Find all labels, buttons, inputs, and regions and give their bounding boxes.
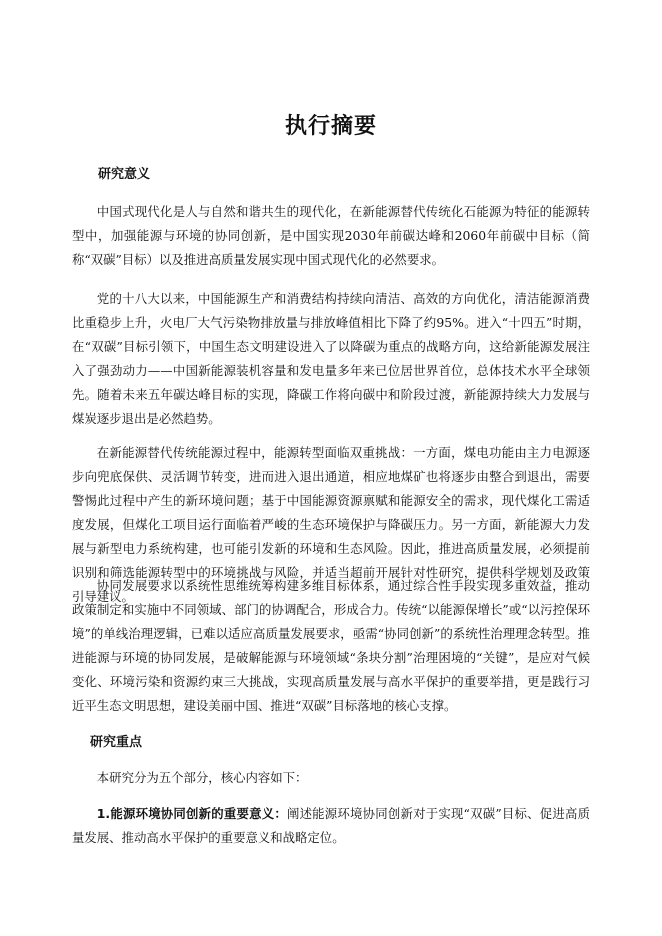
paragraph-2: 党的十八大以来，中国能源生产和消费结构持续向清洁、高效的方向优化，清洁能源消费比重稳步上升，火电厂大气污染物排放量与排放峰值相比下降了约95%。进入“十四五”时期，在“双碳”目标引领下，中国生态文明建设进入了以降碳为重点的战略方向，这给新能源发展注入了强劲动力——中国新能源装机容量和发电量多年来已位居世界首位，总体技术水平全球领先。随着未来五年碳达峰目标的实现，降碳工作将向碳中和阶段过渡，新能源持续大力发展与煤炭逐步退出是必然趋势。	[72, 291, 590, 426]
paragraph-3: 在新能源替代传统能源过程中，能源转型面临双重挑战：一方面，煤电功能由主力电源逐步向兜底保供、灵活调节转变，进而进入退出通道，相应地煤矿也将逐步由整合到退出，需要警惕此过程中产生的新环境问题；基于中国能源资源禀赋和能源安全的需求，现代煤化工需适度发展，但煤化工项目运行面临着严峻的生态环境保护与降碳压力。另一方面，新能源大力发展与新型电力系统构建，也可能引发新的环境和生态风险。因此，推进高质量发展，必须提前识别和筛选能源转型中的环境挑战与风险，并适当超前开展针对性研究，提供科学规划及政策引导建议。	[72, 445, 590, 604]
list-item-1	[72, 802, 590, 850]
paragraph-intro: 本研究分为五个部分，核心内容如下：	[96, 770, 308, 785]
list-item-1-lead: 1.能源环境协同创新的重要意义：	[96, 806, 287, 821]
section-heading-focus: 研究重点	[90, 735, 143, 750]
paragraph-1: 中国式现代化是人与自然和谐共生的现代化，在新能源替代传统化石能源为特征的能源转型中，加强能源与环境的协同创新，是中国实现2030年前碳达峰和2060年前碳中目标（简称“双碳”目标）以及推进高质量发展实现中国式现代化的必然要求。	[72, 204, 590, 267]
page-title: 执行摘要	[284, 114, 377, 139]
paragraph-4: 协同发展要求以系统性思维统筹构建多维目标体系，通过综合性手段实现多重效益，推动政策制定和实施中不同领域、部门的协调配合，形成合力。传统“以能源保增长”或“以污控保环境”的单线治理逻辑，已难以适应高质量发展要求，亟需“协同创新”的系统性治理理念转型。推进能源与环境的协同发展，是破解能源与环境领域“条块分割”治理困境的“关键”，是应对气候变化、环境污染和资源约束三大挑战，实现高质量发展与高水平保护的重要举措，更是践行习近平生态文明思想，建设美丽中国、推进“双碳”目标落地的核心支撑。	[72, 578, 590, 713]
list-item-1-text: 阐述能源环境协同创新对于实现“双碳”目标、促进高质量发展、推动高水平保护的重要意义和战略定位。	[72, 806, 590, 845]
section-heading-significance: 研究意义	[98, 167, 151, 182]
